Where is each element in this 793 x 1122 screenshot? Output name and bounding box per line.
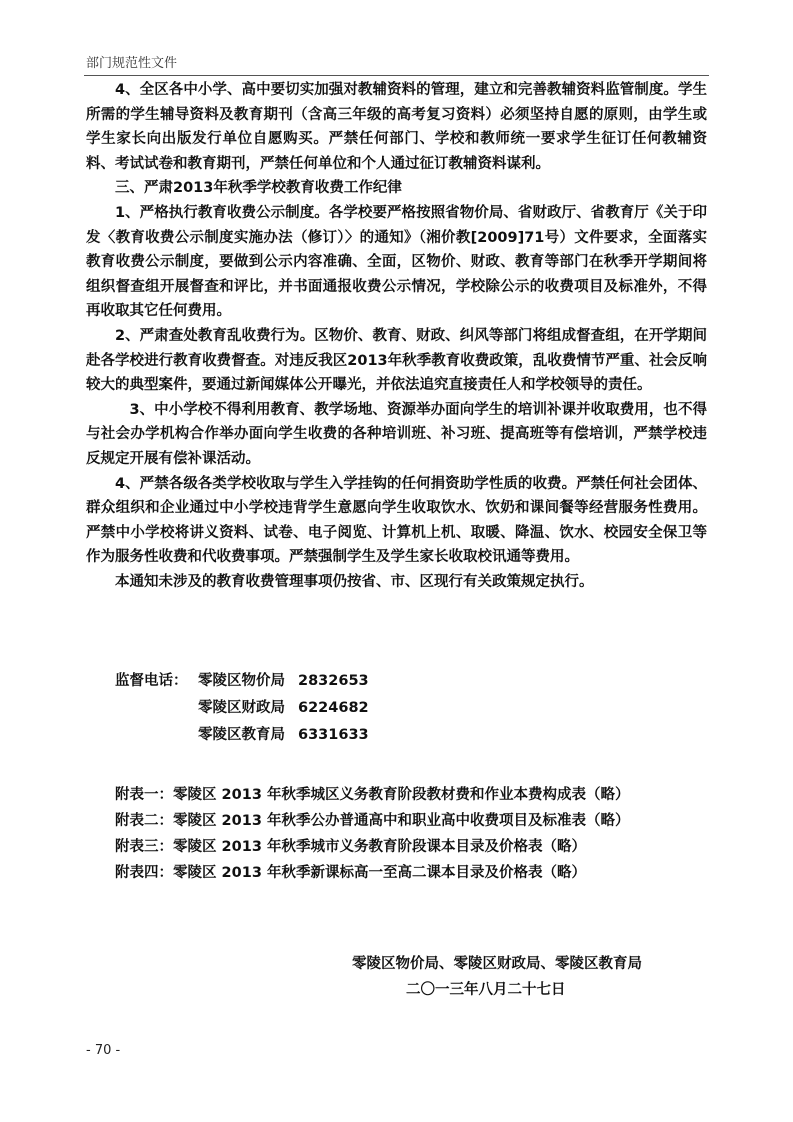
phone-row [115, 722, 369, 749]
phone-org: 零陵区财政局 [198, 700, 285, 716]
paragraph-donation-ban: 4、严禁各级各类学校收取与学生入学挂钩的任何捐资助学性质的收费。严禁任何社会团体、群众组织和企业通过中小学校违背学生意愿向学生收取饮水、饮奶和课间餐等经营服务性费用。严禁中小学校将讲义资料、试卷、电子阅览、计算机上机、取暖、降温、饮水、校园安全保卫等作为服务性收费和代收费事项。严禁强制学生及学生家长收取校讯通等费用。 [86, 475, 707, 566]
document-body [86, 78, 707, 594]
phone-org: 零陵区物价局 [198, 673, 285, 689]
issuing-agencies: 零陵区物价局、零陵区财政局、零陵区教育局 [352, 956, 642, 972]
phone-row [115, 695, 369, 722]
signature-block [352, 951, 642, 1003]
issue-date: 二〇一三年八月二十七日 [406, 982, 566, 998]
attachment-item: 附表三：零陵区 2013 年秋季城市义务教育阶段课本目录及价格表（略） [115, 839, 586, 855]
attachment-item: 附表一：零陵区 2013 年秋季城区义务教育阶段教材费和作业本费构成表（略） [115, 787, 630, 803]
paragraph-closing: 本通知未涉及的教育收费管理事项仍按省、市、区现行有关政策规定执行。 [115, 573, 594, 590]
header-divider [84, 75, 709, 76]
attachment-item: 附表四：零陵区 2013 年秋季新课标高一至高二课本目录及价格表（略） [115, 865, 586, 881]
phone-org: 零陵区教育局 [198, 727, 285, 743]
phone-number: 6331633 [298, 727, 369, 743]
attachment-item: 附表二：零陵区 2013 年秋季公办普通高中和职业高中收费项目及标准表（略） [115, 813, 630, 829]
phone-row [115, 668, 369, 695]
paragraph-illegal-fees: 2、严肃查处教育乱收费行为。区物价、教育、财政、纠风等部门将组成督查组，在开学期间赴各学校进行教育收费督查。对违反我区2013年秋季教育收费政策，乱收费情节严重、社会反响较大的典型案件，要通过新闻媒体公开曝光，并依法追究直接责任人和学校领导的责任。 [86, 327, 707, 394]
phone-number: 6224682 [298, 700, 369, 716]
section-heading-3: 三、严肃2013年秋季学校教育收费工作纪律 [115, 180, 402, 197]
phone-label: 监督电话： [115, 673, 188, 689]
paragraph-teaching-materials: 4、全区各中小学、高中要切实加强对教辅资料的管理，建立和完善教辅资料监管制度。学生所需的学生辅导资料及教育期刊（含高三年级的高考复习资料）必须坚持自愿的原则，由学生或学生家长向出版发行单位自愿购买。严禁任何部门、学校和教师统一要求学生征订任何教辅资料、考试试卷和教育期刊，严禁任何单位和个人通过征订教辅资料谋利。 [86, 82, 707, 172]
paragraph-fee-disclosure: 1、严格执行教育收费公示制度。各学校要严格按照省物价局、省财政厅、省教育厅《关于印发〈教育收费公示制度实施办法（修订）〉的通知》（湘价教[2009]71号）文件要求，全面落实教育收费公示制度，要做到公示内容准确、全面，区物价、财政、教育等部门在秋季开学期间将组织督查组开展督查和评比，并书面通报收费公示情况，学校除公示的收费项目及标准外，不得再收取其它任何费用。 [86, 204, 707, 320]
attachment-list [115, 782, 629, 886]
document-category-header: 部门规范性文件 [86, 56, 178, 71]
page-number: - 70 - [86, 1043, 121, 1058]
phone-number: 2832653 [298, 673, 369, 689]
supervision-phones [115, 668, 369, 749]
paragraph-tutoring-ban: 3、中小学校不得利用教育、教学场地、资源举办面向学生的培训补课并收取费用，也不得与社会办学机构合作举办面向学生收费的各种培训班、补习班、提高班等有偿培训，严禁学校违反规定开展有偿补课活动。 [86, 401, 707, 467]
